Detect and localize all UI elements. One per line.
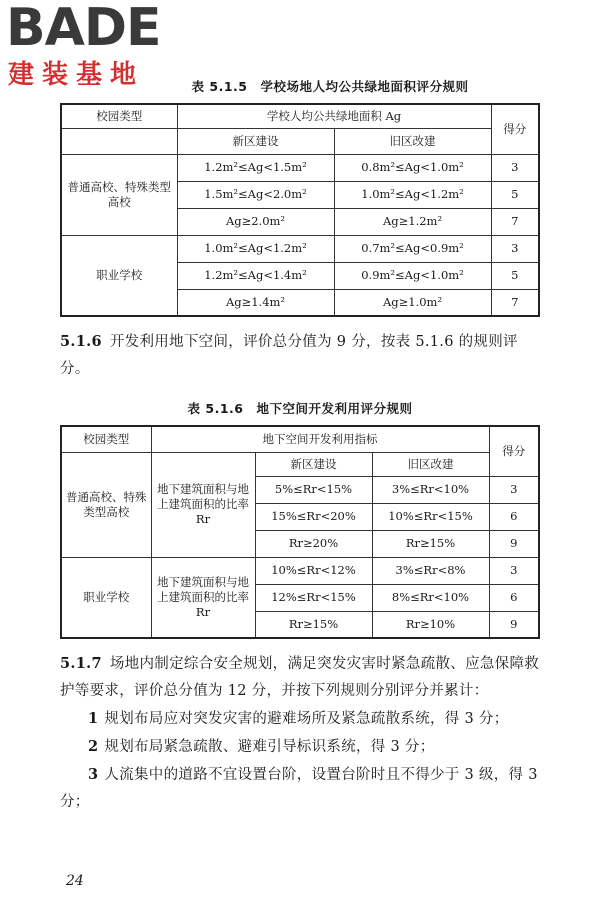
- cell-new: 15%≤Rr<20%: [255, 503, 372, 530]
- item-text: 规划布局应对突发灾害的避难场所及紧急疏散系统，得 3 分；: [104, 711, 509, 727]
- clause-5-1-7: [60, 650, 540, 816]
- header-school-type: 校园类型: [61, 426, 151, 452]
- cell-score: 3: [491, 235, 539, 262]
- header-old-renovation: 旧区改建: [334, 128, 491, 154]
- indicator-ratio: 地下建筑面积与地上建筑面积的比率 Rr: [151, 557, 255, 638]
- cell-score: 9: [489, 530, 539, 557]
- header-score: 得分: [491, 104, 539, 154]
- clause-text: 场地内制定综合安全规划，满足突发灾害时紧急疏散、应急保障救护等要求，评价总分值为 12 分，并按下列规则分别评分并累计：: [60, 656, 540, 699]
- cell-new: Rr≥20%: [255, 530, 372, 557]
- cell-old: 0.9m²≤Ag<1.0m²: [334, 262, 491, 289]
- cell-new: 1.2m²≤Ag<1.5m²: [177, 154, 334, 181]
- clause-item-1: [60, 705, 540, 733]
- cell-score: 5: [491, 181, 539, 208]
- cell-old: 1.0m²≤Ag<1.2m²: [334, 181, 491, 208]
- cell-new: Rr≥15%: [255, 611, 372, 638]
- group-type-university: 普通高校、特殊类型高校: [61, 452, 151, 557]
- item-number: 3: [88, 766, 99, 783]
- item-text: 人流集中的道路不宜设置台阶，设置台阶时且不得少于 3 级，得 3 分；: [60, 767, 538, 810]
- clause-number: 5.1.7: [60, 655, 102, 672]
- clause-5-1-6: [60, 328, 540, 383]
- cell-new: Ag≥2.0m²: [177, 208, 334, 235]
- header-green-area: 学校人均公共绿地面积 Ag: [177, 104, 491, 128]
- cell-new: 1.0m²≤Ag<1.2m²: [177, 235, 334, 262]
- cell-score: 6: [489, 503, 539, 530]
- cell-old: Ag≥1.0m²: [334, 289, 491, 316]
- clause-text: 开发利用地下空间，评价总分值为 9 分，按表 5.1.6 的规则评分。: [60, 334, 518, 377]
- cell-new: 12%≤Rr<15%: [255, 584, 372, 611]
- cell-old: Ag≥1.2m²: [334, 208, 491, 235]
- clause-number: 5.1.6: [60, 333, 102, 350]
- cell-old: 10%≤Rr<15%: [372, 503, 489, 530]
- cell-new: Ag≥1.4m²: [177, 289, 334, 316]
- clause-item-2: [60, 733, 540, 761]
- cell-new: 1.5m²≤Ag<2.0m²: [177, 181, 334, 208]
- header-underground-index: 地下空间开发利用指标: [151, 426, 489, 452]
- item-number: 1: [88, 710, 99, 727]
- cell-score: 6: [489, 584, 539, 611]
- item-number: 2: [88, 738, 99, 755]
- item-text: 规划布局紧急疏散、避难引导标识系统，得 3 分；: [104, 739, 435, 755]
- group-type-vocational: 职业学校: [61, 235, 177, 316]
- table-5-1-5-caption: 表 5.1.5 学校场地人均公共绿地面积评分规则: [191, 79, 469, 94]
- header-new-construction: 新区建设: [255, 452, 372, 476]
- header-old-renovation: 旧区改建: [372, 452, 489, 476]
- clause-item-3: [60, 761, 540, 816]
- logo-wordmark: BADE: [6, 0, 161, 58]
- cell-old: 8%≤Rr<10%: [372, 584, 489, 611]
- cell-old: 0.8m²≤Ag<1.0m²: [334, 154, 491, 181]
- cell-score: 9: [489, 611, 539, 638]
- group-type-vocational: 职业学校: [61, 557, 151, 638]
- group-type-university: 普通高校、特殊类型高校: [61, 154, 177, 235]
- page-number: 24: [66, 873, 84, 889]
- cell-old: 0.7m²≤Ag<0.9m²: [334, 235, 491, 262]
- cell-score: 3: [491, 154, 539, 181]
- header-new-construction: 新区建设: [177, 128, 334, 154]
- cell-score: 7: [491, 289, 539, 316]
- cell-new: 10%≤Rr<12%: [255, 557, 372, 584]
- indicator-ratio: 地下建筑面积与地上建筑面积的比率 Rr: [151, 452, 255, 557]
- cell-new: 1.2m²≤Ag<1.4m²: [177, 262, 334, 289]
- table-5-1-6: [60, 425, 540, 639]
- header-score: 得分: [489, 426, 539, 476]
- cell-score: 5: [491, 262, 539, 289]
- cell-score: 7: [491, 208, 539, 235]
- cell-old: 3%≤Rr<10%: [372, 476, 489, 503]
- cell-old: 3%≤Rr<8%: [372, 557, 489, 584]
- header-school-type: 校园类型: [61, 104, 177, 128]
- cell-score: 3: [489, 557, 539, 584]
- logo-subtitle: 建装基地: [8, 60, 145, 90]
- cell-new: 5%≤Rr<15%: [255, 476, 372, 503]
- cell-old: Rr≥15%: [372, 530, 489, 557]
- cell-score: 3: [489, 476, 539, 503]
- table-5-1-5: [60, 103, 540, 317]
- cell-old: Rr≥10%: [372, 611, 489, 638]
- table-5-1-6-caption: 表 5.1.6 地下空间开发利用评分规则: [187, 401, 413, 416]
